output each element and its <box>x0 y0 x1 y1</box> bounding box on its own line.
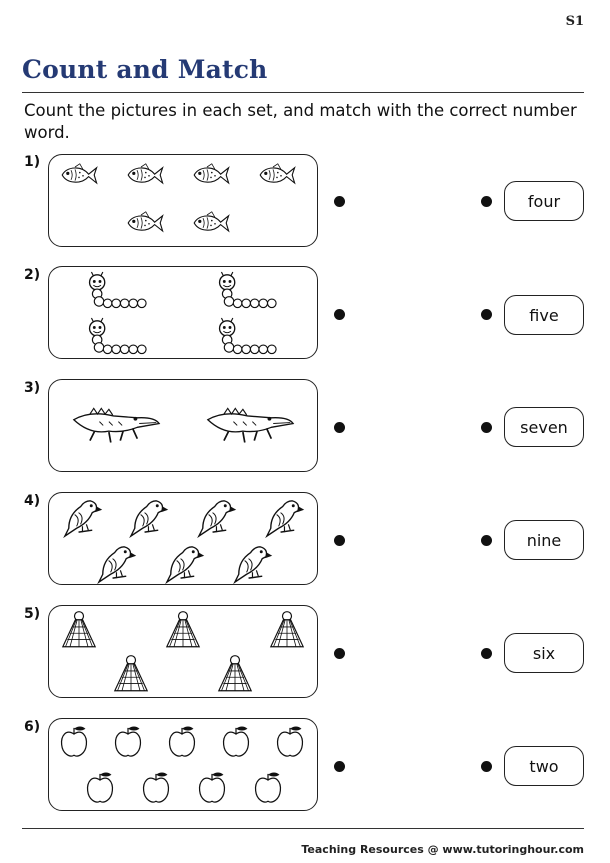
picture-box-5 <box>48 605 318 698</box>
match-dot-right-2[interactable] <box>481 309 492 320</box>
shuttlecock-icon <box>61 610 97 652</box>
shuttlecock-icon <box>217 654 253 696</box>
set-label: 1) <box>24 154 41 170</box>
apple-icon <box>113 725 143 759</box>
crocodile-icon <box>71 402 161 446</box>
parrot-icon <box>93 541 137 585</box>
apple-icon <box>167 725 197 759</box>
apple-icon <box>59 725 89 759</box>
divider <box>22 92 584 93</box>
apple-icon <box>141 771 171 805</box>
picture-box-6 <box>48 718 318 811</box>
match-dot-right-3[interactable] <box>481 422 492 433</box>
match-dot-right-5[interactable] <box>481 648 492 659</box>
match-dot-left-2[interactable] <box>334 309 345 320</box>
set-label: 6) <box>24 719 41 735</box>
page-title: Count and Match <box>22 55 268 84</box>
fish-icon <box>125 209 165 237</box>
parrot-icon <box>161 541 205 585</box>
match-dot-left-5[interactable] <box>334 648 345 659</box>
number-word: two <box>504 746 584 786</box>
shuttlecock-icon <box>269 610 305 652</box>
number-word: seven <box>504 407 584 447</box>
parrot-icon <box>125 495 169 539</box>
apple-icon <box>275 725 305 759</box>
parrot-icon <box>59 495 103 539</box>
match-dot-left-4[interactable] <box>334 535 345 546</box>
apple-icon <box>85 771 115 805</box>
number-word: five <box>504 295 584 335</box>
worksheet-code: S1 <box>565 14 584 29</box>
fish-icon <box>125 161 165 189</box>
match-dot-right-6[interactable] <box>481 761 492 772</box>
match-dot-left-6[interactable] <box>334 761 345 772</box>
number-word: nine <box>504 520 584 560</box>
apple-icon <box>197 771 227 805</box>
footer-credit: Teaching Resources @ www.tutoringhour.com <box>301 843 584 856</box>
fish-icon <box>191 161 231 189</box>
shuttlecock-icon <box>165 610 201 652</box>
apple-icon <box>221 725 251 759</box>
set-label: 4) <box>24 493 41 509</box>
number-word: four <box>504 181 584 221</box>
caterpillar-icon <box>215 317 283 355</box>
match-dot-left-1[interactable] <box>334 196 345 207</box>
set-label: 3) <box>24 380 41 396</box>
match-dot-right-1[interactable] <box>481 196 492 207</box>
instructions: Count the pictures in each set, and match with the correct number word. <box>24 101 577 142</box>
set-label: 2) <box>24 267 41 283</box>
crocodile-icon <box>205 402 295 446</box>
fish-icon <box>191 209 231 237</box>
number-word: six <box>504 633 584 673</box>
fish-icon <box>257 161 297 189</box>
caterpillar-icon <box>215 271 283 309</box>
shuttlecock-icon <box>113 654 149 696</box>
picture-box-4 <box>48 492 318 585</box>
apple-icon <box>253 771 283 805</box>
match-dot-left-3[interactable] <box>334 422 345 433</box>
parrot-icon <box>193 495 237 539</box>
picture-box-1 <box>48 154 318 247</box>
picture-box-3 <box>48 379 318 472</box>
set-label: 5) <box>24 606 41 622</box>
fish-icon <box>59 161 99 189</box>
footer-divider <box>22 828 584 829</box>
caterpillar-icon <box>85 271 153 309</box>
picture-box-2 <box>48 266 318 359</box>
parrot-icon <box>261 495 305 539</box>
match-dot-right-4[interactable] <box>481 535 492 546</box>
parrot-icon <box>229 541 273 585</box>
caterpillar-icon <box>85 317 153 355</box>
